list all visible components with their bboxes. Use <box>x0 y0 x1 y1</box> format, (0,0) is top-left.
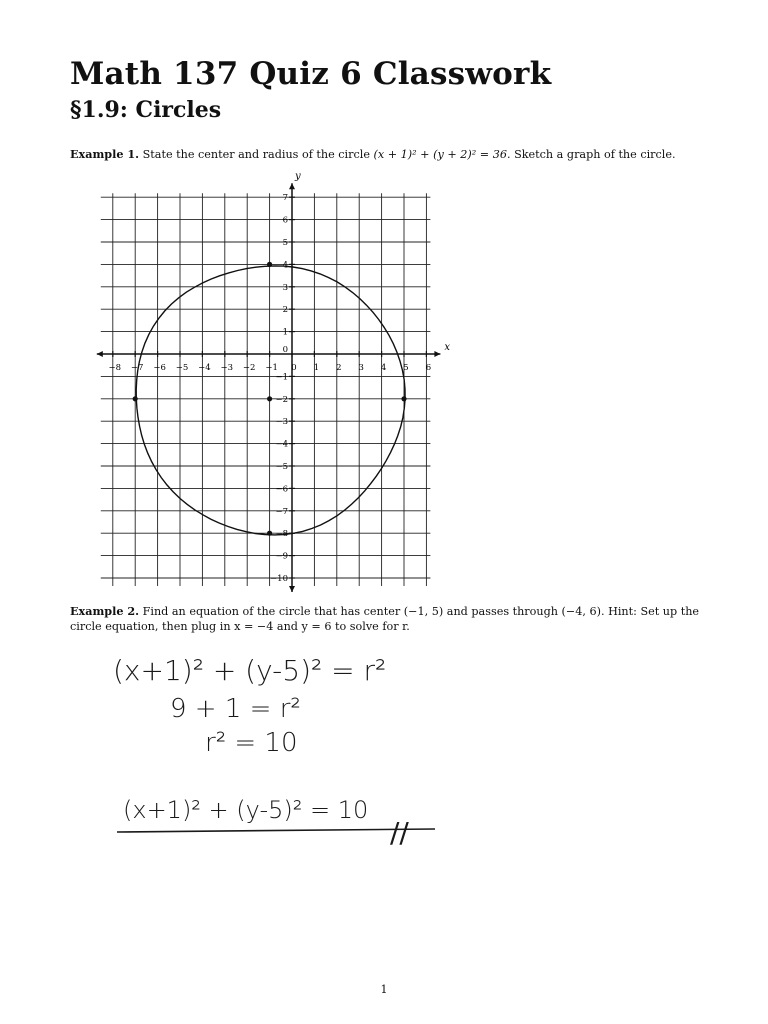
x-tick-label: −2 <box>242 363 256 373</box>
y-axis-arrow-down <box>289 586 295 592</box>
y-tick-label: 7 <box>282 193 288 204</box>
marked-point <box>267 396 272 401</box>
section-heading: §1.9: Circles <box>70 97 222 123</box>
page-title: Math 137 Quiz 6 Classwork <box>70 56 552 92</box>
marked-point <box>401 396 406 401</box>
y-tick-label: 5 <box>282 238 288 248</box>
example-2-text: Find an equation of the circle that has center (−1, 5) and passes through (−4, 6). Hint: Set up the circle equation, then plug in x = −4 and y = 6 to solve for r. <box>70 605 700 633</box>
x-tick-label: −3 <box>220 363 234 373</box>
work-line-3: r² = 10 <box>205 728 298 758</box>
page-number: 1 <box>380 983 388 996</box>
y-axis-label: y <box>295 172 301 183</box>
example-1-equation: (x + 1)² + (y + 2)² = 36. <box>373 148 511 161</box>
x-axis-label: x <box>444 342 451 353</box>
y-tick-label: −6 <box>275 484 288 495</box>
x-tick-label: 2 <box>336 363 342 373</box>
y-tick-label: 1 <box>282 327 288 338</box>
example-1 <box>70 147 710 162</box>
y-tick-label: 2 <box>282 305 288 316</box>
y-axis-arrow-up <box>289 183 295 189</box>
x-tick-label: 4 <box>380 363 387 373</box>
y-tick-label: −9 <box>275 551 288 562</box>
y-tick-label: −8 <box>275 529 288 540</box>
x-axis-arrow-left <box>97 351 103 357</box>
answer-check-mark: // <box>390 816 409 849</box>
y-tick-label: 0 <box>282 345 288 355</box>
y-tick-label: 6 <box>282 215 288 226</box>
x-tick-label: 0 <box>291 363 297 373</box>
example-1-text-end: Sketch a graph of the circle. <box>514 148 676 161</box>
marked-point <box>133 396 138 401</box>
x-tick-label: 3 <box>358 363 364 373</box>
example-2-label: Example 2. <box>70 604 140 618</box>
x-tick-label: −7 <box>130 363 144 373</box>
y-tick-label: −5 <box>275 462 288 472</box>
x-tick-label: 1 <box>313 363 320 373</box>
axes <box>97 183 441 592</box>
handwritten-work <box>105 640 465 850</box>
y-tick-label: −7 <box>275 506 288 517</box>
x-tick-label: −1 <box>265 363 278 373</box>
example-1-text: State the center and radius of the circle <box>142 148 370 161</box>
marked-point <box>267 262 272 267</box>
y-tick-label: −4 <box>275 439 288 450</box>
work-line-2: 9 + 1 = r² <box>170 694 301 724</box>
grid <box>101 193 431 586</box>
x-tick-label: 6 <box>425 363 432 373</box>
work-line-1: (x+1)² + (y-5)² = r² <box>113 654 387 687</box>
x-tick-label: −8 <box>108 363 122 373</box>
x-tick-label: −5 <box>175 363 189 373</box>
circle-graph <box>85 172 465 592</box>
y-tick-label: −1 <box>275 372 288 383</box>
y-tick-label: 4 <box>282 260 288 271</box>
x-tick-label: 5 <box>403 363 409 373</box>
example-2 <box>70 604 710 634</box>
x-tick-label: −4 <box>198 363 211 373</box>
y-tick-label: −3 <box>275 417 288 428</box>
answer-underline <box>117 829 435 832</box>
y-tick-label: 3 <box>282 282 288 293</box>
y-tick-label: −10 <box>270 574 288 584</box>
final-answer: (x+1)² + (y-5)² = 10 <box>123 796 369 824</box>
y-tick-label: −2 <box>275 394 288 405</box>
marked-point <box>267 531 272 536</box>
x-axis-arrow-right <box>434 351 440 357</box>
x-tick-label: −6 <box>153 363 166 373</box>
example-1-label: Example 1. <box>70 147 140 161</box>
